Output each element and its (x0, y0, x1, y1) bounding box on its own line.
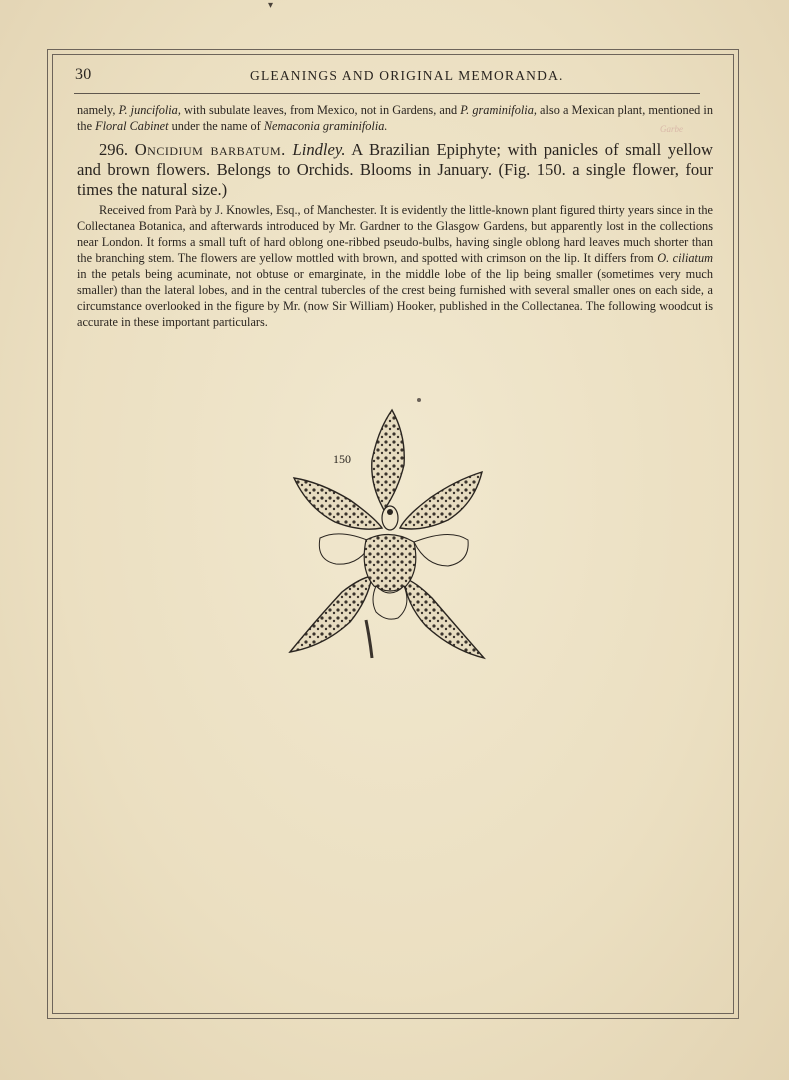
print-mark: ▾ (268, 0, 274, 11)
header-rule (74, 93, 700, 94)
text-run: under the name of (168, 119, 264, 133)
flower-stem (366, 620, 372, 658)
species-authority: Lindley. (292, 140, 346, 159)
running-title: GLEANINGS AND ORIGINAL MEMORANDA. (250, 68, 564, 83)
page-number: 30 (75, 66, 92, 83)
continued-paragraph (77, 102, 713, 134)
italic-run: O. ciliatum (657, 251, 713, 265)
lip-right-lobe (414, 534, 468, 566)
italic-run: Floral Cabinet (95, 119, 169, 133)
lower-left-sepal (290, 576, 372, 652)
text-run: with subulate leaves, from Mexico, not in Gardens, and (180, 103, 461, 117)
right-petal (400, 472, 482, 529)
left-petal (294, 478, 382, 529)
dorsal-sepal (372, 410, 405, 510)
body-paragraph (77, 202, 713, 330)
lip-crest (364, 534, 416, 591)
species-name: Oncidium barbatum. (134, 140, 286, 159)
text-run: also a Mexican plant, mentioned in the (77, 103, 713, 133)
italic-run: Nemaconia graminifolia. (263, 119, 388, 133)
italic-run: P. graminifolia, (460, 103, 537, 117)
entry-number: 296. (99, 140, 135, 159)
entry-heading-paragraph (77, 140, 713, 200)
figure-label: 150 (333, 452, 351, 466)
orchid-woodcut-illustration (280, 400, 500, 670)
lower-right-sepal (404, 578, 484, 658)
text-run: Received from Parà by J. Knowles, Esq., of Manchester. It is evidently the little-known plant figured thirty years since in the Collectanea Botanica, and afterwards introduced by Mr. Gardner to the Glasgow Gardens, but apparently lost in the collections near London. It forms a small tuft of hard oblong one-ribbed pseudo-bulbs, having single oblong hard leaves much shorter than the branching stem. The flowers are yellow mottled with brown, and spotted with crimson on the lip. It differs from (77, 203, 713, 265)
faint-stamp: Garbe (660, 124, 683, 134)
species-description: A Brazilian Epiphyte; with panicles of small yellow and brown flowers. Belongs to Orchids. Blooms in January. (Fig. 150. a single flower, four times the natural size.) (77, 140, 714, 199)
text-run: namely, (77, 103, 119, 117)
text-run: in the petals being acuminate, not obtuse or emarginate, in the middle lobe of the lip being smaller (sometimes very much smaller) than the lateral lobes, and in the central tubercles of the crest being furnished with several smaller ones on each side, a circumstance overlooked in the figure by Mr. (now Sir William) Hooker, published in the Collectanea. The following woodcut is accurate in these important particulars. (77, 267, 713, 329)
italic-run: P. juncifolia, (118, 103, 181, 117)
